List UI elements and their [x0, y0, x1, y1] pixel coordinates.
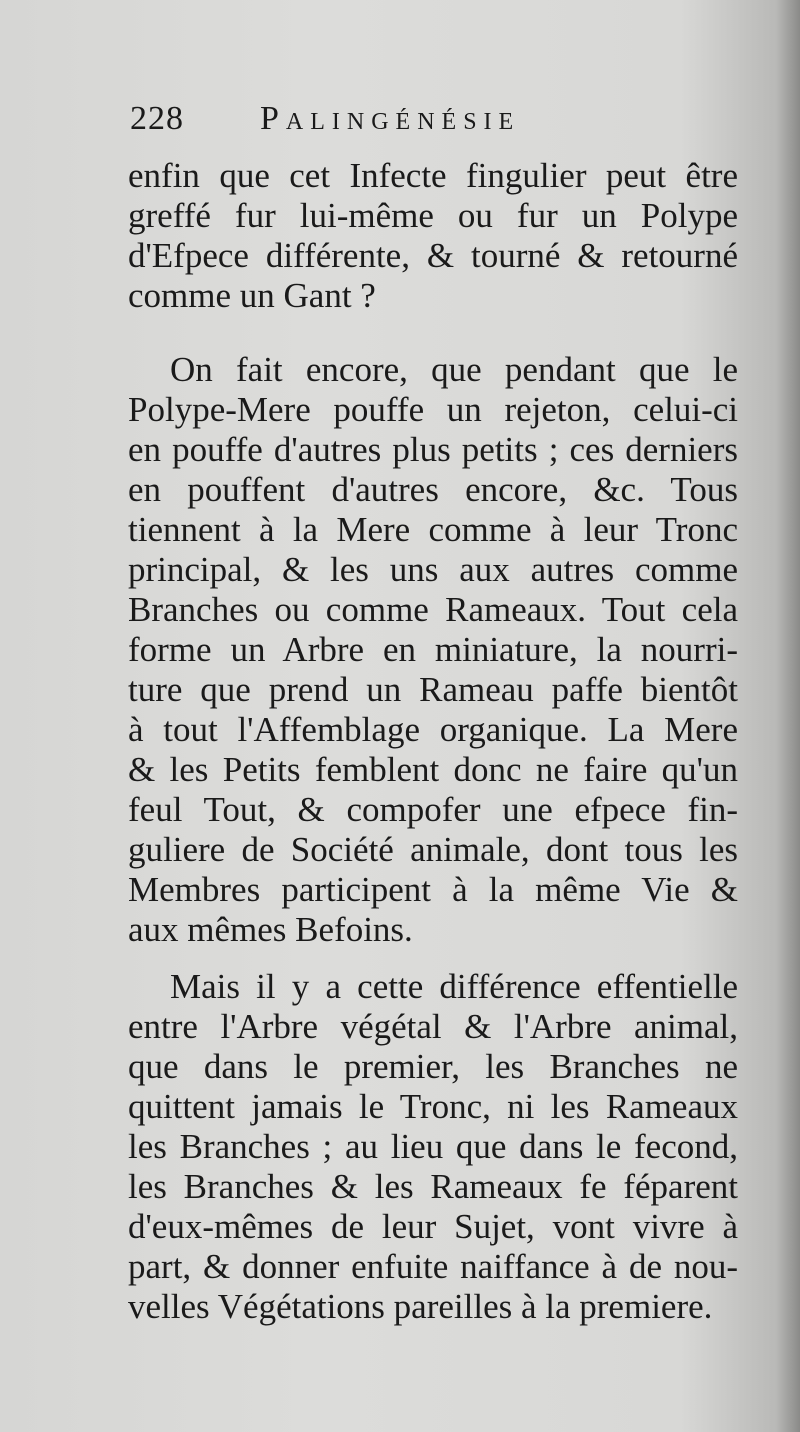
- page-number: 228: [130, 100, 184, 137]
- text-line: On fait encore, que pendant que le: [170, 350, 738, 389]
- text-line: Mais il y a cette différence effentielle: [170, 967, 738, 1006]
- text-line: enfin que cet Infecte fingulier peut être: [128, 156, 738, 195]
- paragraph-2: [128, 350, 738, 950]
- text-line: en pouffe d'autres plus petits ; ces derniers: [128, 430, 738, 469]
- text-line: Branches ou comme Rameaux. Tout cela: [128, 590, 738, 629]
- text-line: ture que prend un Rameau paffe bientôt: [128, 670, 738, 709]
- text-line: Polype-Mere pouffe un rejeton, celui-ci: [128, 390, 738, 429]
- page-header: [120, 100, 680, 150]
- paragraph-1: [128, 156, 738, 316]
- text-line: principal, & les uns aux autres comme: [128, 550, 738, 589]
- text-line: Membres participent à la même Vie &: [128, 870, 738, 909]
- paragraph-3: [128, 967, 738, 1327]
- text-line: que dans le premier, les Branches ne: [128, 1047, 738, 1086]
- text-line: les Branches & les Rameaux fe féparent: [128, 1167, 738, 1206]
- text-line: part, & donner enfuite naiffance à de nou-: [128, 1247, 738, 1286]
- text-line: aux mêmes Befoins.: [128, 910, 413, 949]
- text-line: entre l'Arbre végétal & l'Arbre animal,: [128, 1007, 738, 1046]
- text-line: greffé fur lui-même ou fur un Polype: [128, 196, 738, 235]
- text-line: velles Végétations pareilles à la premiere.: [128, 1287, 713, 1326]
- text-line: à tout l'Affemblage organique. La Mere: [128, 710, 738, 749]
- text-line: & les Petits femblent donc ne faire qu'un: [128, 750, 738, 789]
- text-line: feul Tout, & compofer une efpece fin-: [128, 790, 738, 829]
- text-line: comme un Gant ?: [128, 276, 376, 315]
- text-line: les Branches ; au lieu que dans le fecond,: [128, 1127, 738, 1166]
- running-title: Palingénésie: [260, 100, 521, 137]
- text-line: tiennent à la Mere comme à leur Tronc: [128, 510, 738, 549]
- text-line: d'eux-mêmes de leur Sujet, vont vivre à: [128, 1207, 738, 1246]
- text-line: en pouffent d'autres encore, &c. Tous: [128, 470, 738, 509]
- text-line: guliere de Société animale, dont tous les: [128, 830, 738, 869]
- text-line: quittent jamais le Tronc, ni les Rameaux: [128, 1087, 738, 1126]
- text-line: forme un Arbre en miniature, la nourri-: [128, 630, 738, 669]
- text-line: d'Efpece différente, & tourné & retourné: [128, 236, 738, 275]
